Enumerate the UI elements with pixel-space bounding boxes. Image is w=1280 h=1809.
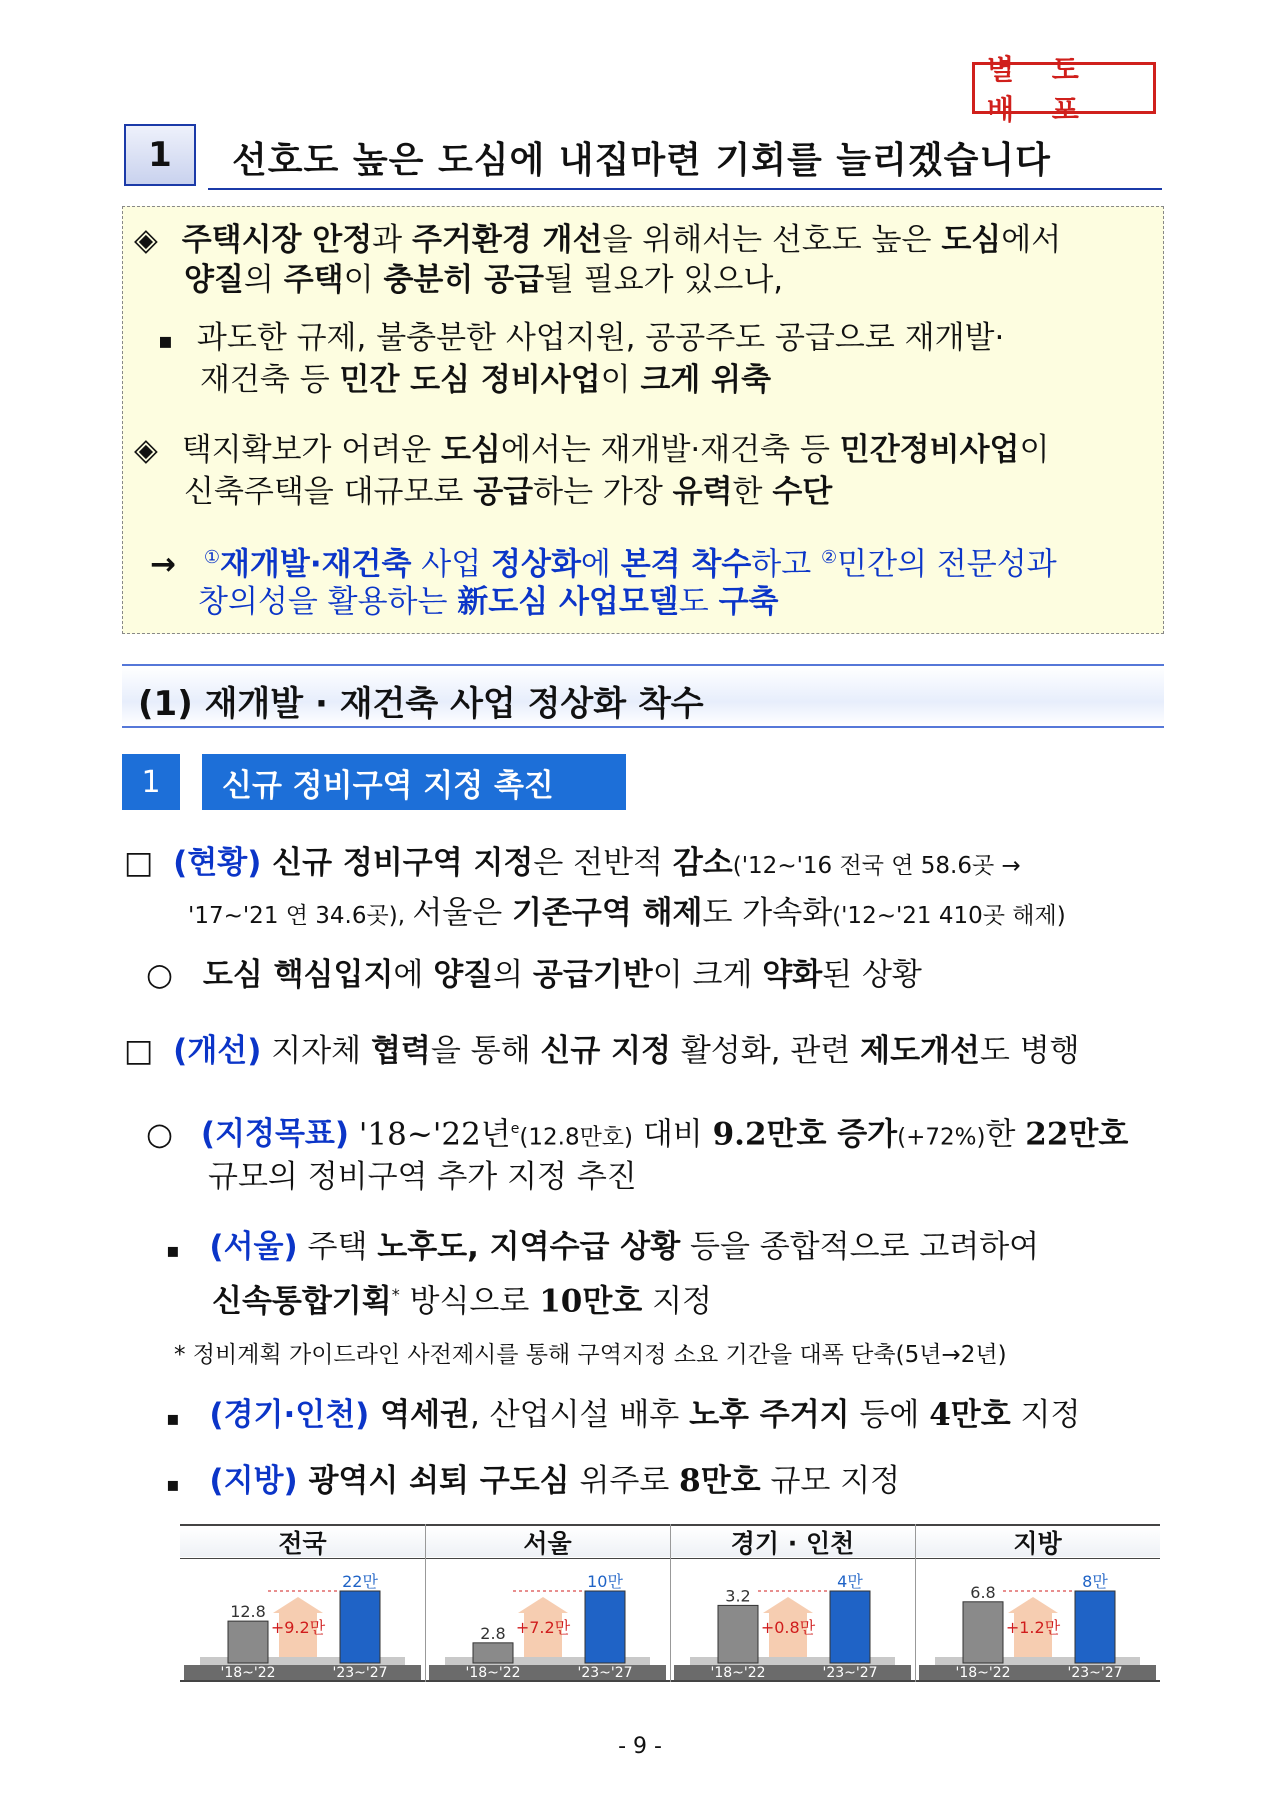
summary-line-4: 재건축 등 민간 도심 정비사업이 크게 위축 <box>200 362 772 398</box>
bar-before <box>228 1621 268 1663</box>
bar-after <box>585 1591 625 1663</box>
category-label: '18~'22 <box>465 1665 521 1680</box>
summary-line-3: ▪ 과도한 규제, 불충분한 사업지원, 공공주도 공급으로 재개발· <box>158 320 1005 356</box>
section-number: 1 <box>124 124 196 186</box>
panel-header-national: 전국 <box>180 1527 425 1557</box>
item-number: 1 <box>122 754 180 810</box>
summary-line-7: → ①재개발·재건축 사업 정상화에 본격 착수하고 ②민간의 전문성과 <box>150 546 1057 583</box>
checkbox-bullet-icon: □ <box>124 845 154 881</box>
category-label: '23~'27 <box>577 1665 633 1680</box>
bar-before <box>718 1605 758 1663</box>
gyeonggi-paragraph: ▪ (경기·인천) 역세권, 산업시설 배후 노후 주거지 등에 4만호 지정 <box>166 1397 1081 1433</box>
regional-paragraph: ▪ (지방) 광역시 쇠퇴 구도심 위주로 8만호 규모 지정 <box>166 1463 901 1499</box>
summary-line-1: ◈ 주택시장 안정과 주거환경 개선을 위해서는 선호도 높은 도심에서 <box>134 222 1062 258</box>
housing-target-chart <box>180 1559 1160 1680</box>
seoul-paragraph: ▪ (서울) 주택 노후도, 지역수급 상황 등을 종합적으로 고려하여 <box>166 1229 1040 1265</box>
status-paragraph: □ (현황) 신규 정비구역 지정은 전반적 감소('12~'16 전국 연 58.6곳 → <box>124 845 1021 881</box>
bar-after <box>830 1591 870 1663</box>
category-label: '18~'22 <box>710 1665 766 1680</box>
arrow-icon: → <box>150 546 176 583</box>
bar-value-label: 10만 <box>587 1572 623 1591</box>
circle-bullet-icon: ○ <box>146 957 174 993</box>
distribution-stamp: 별 도 배 포 <box>972 62 1156 114</box>
category-label: '18~'22 <box>220 1665 276 1680</box>
small-square-bullet-icon: ▪ <box>166 1406 180 1430</box>
bar-after <box>1075 1591 1115 1663</box>
bar-value-label: 4만 <box>837 1572 863 1591</box>
category-label: '18~'22 <box>955 1665 1011 1680</box>
subsection-title: (1) 재개발 · 재건축 사업 정상화 착수 <box>138 684 704 724</box>
diamond-bullet-icon: ◈ <box>134 222 158 258</box>
target-paragraph: ○ (지정목표) '18~'22년$^e$(12.8만호) 대비 9.2만호 증가(+72%)한 22만호 <box>146 1116 1129 1153</box>
small-square-bullet-icon: ▪ <box>166 1472 180 1496</box>
bar-value-label: 3.2 <box>725 1586 751 1606</box>
summary-line-6: 신축주택을 대규모로 공급하는 가장 유력한 수단 <box>184 474 833 510</box>
increase-label: +7.2만 <box>515 1618 571 1637</box>
checkbox-bullet-icon: □ <box>124 1033 154 1069</box>
panel-header-seoul: 서울 <box>425 1527 670 1557</box>
status-paragraph-cont: '17~'21 연 34.6곳), 서울은 기존구역 해제도 가속화('12~'21 410곳 해제) <box>188 895 1066 931</box>
bar-value-label: 22만 <box>342 1572 378 1591</box>
bar-value-label: 2.8 <box>480 1623 506 1643</box>
square-bullet-icon: ▪ <box>158 329 173 354</box>
bar-value-label: 6.8 <box>970 1582 996 1602</box>
bar-after <box>340 1591 380 1663</box>
section-underline <box>208 188 1162 190</box>
summary-line-5: ◈ 택지확보가 어려운 도심에서는 재개발·재건축 등 민간정비사업이 <box>134 432 1050 468</box>
small-square-bullet-icon: ▪ <box>166 1238 180 1262</box>
increase-label: +9.2만 <box>270 1618 326 1637</box>
section-title: 선호도 높은 도심에 내집마련 기회를 늘리겠습니다 <box>232 140 1051 181</box>
panel-header-gyeonggi: 경기 · 인천 <box>670 1527 915 1557</box>
category-label: '23~'27 <box>332 1665 388 1680</box>
item-title: 신규 정비구역 지정 촉진 <box>202 754 626 810</box>
category-label: '23~'27 <box>1067 1665 1123 1680</box>
bar-before <box>473 1643 513 1663</box>
panel-header-regional: 지방 <box>915 1527 1160 1557</box>
bar-before <box>963 1602 1003 1663</box>
category-label: '23~'27 <box>822 1665 878 1680</box>
summary-line-2: 양질의 주택이 충분히 공급될 필요가 있으나, <box>184 262 784 298</box>
circle-bullet-icon: ○ <box>146 1116 174 1153</box>
seoul-paragraph-cont: 신속통합기획* 방식으로 10만호 지정 <box>212 1283 712 1320</box>
target-paragraph-cont: 규모의 정비구역 추가 지정 추진 <box>208 1159 637 1195</box>
increase-label: +1.2만 <box>1005 1618 1061 1637</box>
bar-value-label: 8만 <box>1082 1572 1108 1591</box>
bar-value-label: 12.8 <box>230 1602 266 1622</box>
improvement-paragraph: □ (개선) 지자체 협력을 통해 신규 지정 활성화, 관련 제도개선도 병행 <box>124 1033 1080 1069</box>
footnote: * 정비계획 가이드라인 사전제시를 통해 구역지정 소요 기간을 대폭 단축(5년→2년) <box>174 1342 1007 1368</box>
page-number: - 9 - <box>618 1734 662 1759</box>
weakening-paragraph: ○ 도심 핵심입지에 양질의 공급기반이 크게 약화된 상황 <box>146 957 922 993</box>
increase-label: +0.8만 <box>760 1618 816 1637</box>
diamond-bullet-icon: ◈ <box>134 432 158 468</box>
summary-line-8: 창의성을 활용하는 新도심 사업모델도 구축 <box>198 584 779 620</box>
